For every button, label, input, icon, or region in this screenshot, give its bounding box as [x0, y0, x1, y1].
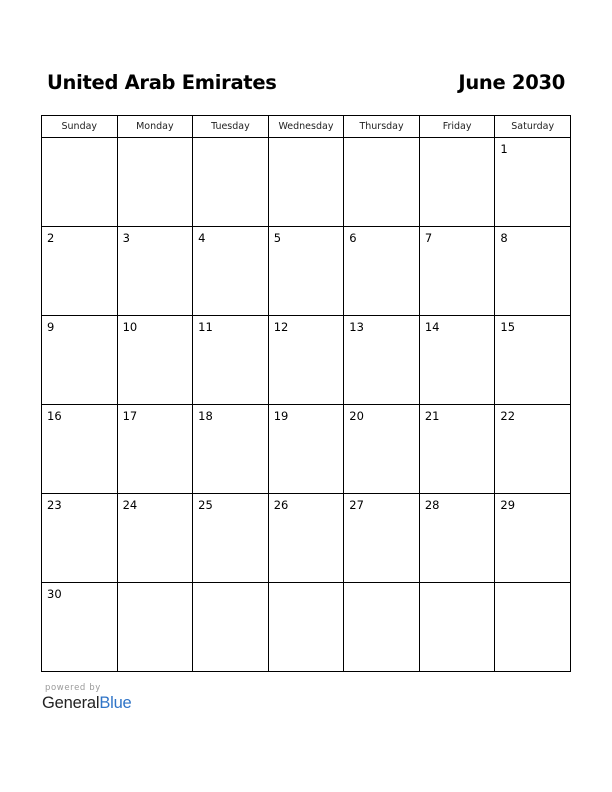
day-cell: [193, 583, 269, 672]
day-number: 20: [349, 409, 364, 423]
day-cell: [117, 227, 193, 316]
calendar-month-title: June 2030: [458, 71, 565, 94]
day-number: 17: [122, 409, 138, 423]
day-number: [269, 583, 344, 587]
day-number: 14: [424, 320, 440, 334]
week-row-3: [42, 316, 571, 405]
day-cell: [193, 494, 269, 583]
week-row-1: [42, 138, 571, 227]
day-cell: [495, 227, 571, 316]
day-number: 22: [500, 409, 516, 423]
day-number: 24: [122, 498, 138, 512]
day-number: [42, 138, 117, 142]
weekday-friday: Friday: [419, 116, 495, 138]
day-cell: [42, 138, 118, 227]
day-cell: [268, 138, 344, 227]
day-number: 2: [47, 231, 55, 245]
day-number: 1: [500, 142, 508, 156]
day-number: [118, 138, 193, 142]
day-number: 23: [47, 498, 62, 512]
day-number: 18: [198, 409, 213, 423]
brand-general-text: General: [42, 694, 100, 712]
day-number: [420, 138, 495, 142]
day-number: 16: [47, 409, 62, 423]
day-cell: [268, 227, 344, 316]
day-cell: [344, 316, 420, 405]
day-cell: [344, 227, 420, 316]
day-cell: [268, 316, 344, 405]
week-row-2: [42, 227, 571, 316]
day-cell: [117, 405, 193, 494]
day-cell: [117, 316, 193, 405]
day-cell: [193, 138, 269, 227]
day-cell: [344, 405, 420, 494]
weekday-tuesday: Tuesday: [193, 116, 269, 138]
week-row-5: [42, 494, 571, 583]
day-number: 7: [424, 231, 433, 245]
day-number: 25: [198, 498, 213, 512]
day-cell: [42, 405, 118, 494]
day-cell: [42, 583, 118, 672]
day-number: [269, 138, 344, 142]
day-number: 28: [424, 498, 440, 512]
weekday-header-row: [42, 116, 571, 138]
day-number: 27: [349, 498, 364, 512]
day-cell: [117, 583, 193, 672]
day-cell: [117, 138, 193, 227]
day-number: [193, 583, 268, 587]
day-cell: [419, 316, 495, 405]
day-number: [344, 583, 419, 587]
day-cell: [193, 316, 269, 405]
day-number: [495, 583, 570, 587]
day-number: 26: [273, 498, 289, 512]
day-number: 19: [273, 409, 289, 423]
day-number: [193, 138, 268, 142]
day-cell: [419, 583, 495, 672]
day-number: 10: [122, 320, 138, 334]
day-cell: [42, 227, 118, 316]
day-number: 8: [500, 231, 508, 245]
day-cell: [495, 494, 571, 583]
day-cell: [495, 316, 571, 405]
brand-blue-text: Blue: [99, 694, 132, 712]
powered-by-label: powered by: [45, 683, 101, 693]
week-row-6: [42, 583, 571, 672]
day-cell: [193, 405, 269, 494]
day-number: 15: [500, 320, 516, 334]
day-cell: [42, 494, 118, 583]
day-number: [118, 583, 193, 587]
day-number: 30: [47, 587, 62, 601]
day-number: 21: [424, 409, 440, 423]
day-cell: [268, 405, 344, 494]
day-number: 6: [349, 231, 357, 245]
day-cell: [495, 138, 571, 227]
day-number: 13: [349, 320, 364, 334]
day-cell: [117, 494, 193, 583]
day-number: [344, 138, 419, 142]
day-number: 29: [500, 498, 516, 512]
day-cell: [419, 227, 495, 316]
day-cell: [344, 138, 420, 227]
day-cell: [419, 494, 495, 583]
day-cell: [42, 316, 118, 405]
weekday-sunday: Sunday: [42, 116, 118, 138]
day-cell: [419, 138, 495, 227]
weekday-monday: Monday: [117, 116, 193, 138]
day-cell: [495, 405, 571, 494]
day-number: 12: [273, 320, 289, 334]
day-number: 3: [122, 231, 130, 245]
day-cell: [268, 583, 344, 672]
day-number: 4: [198, 231, 206, 245]
generalblue-logo: [42, 694, 132, 713]
day-cell: [344, 583, 420, 672]
weekday-wednesday: Wednesday: [268, 116, 344, 138]
day-number: 9: [47, 320, 55, 334]
week-row-4: [42, 405, 571, 494]
weekday-thursday: Thursday: [344, 116, 420, 138]
calendar-grid: [41, 115, 571, 672]
calendar-country-title: United Arab Emirates: [47, 71, 277, 94]
weekday-saturday: Saturday: [495, 116, 571, 138]
day-number: 5: [273, 231, 282, 245]
day-cell: [344, 494, 420, 583]
day-number: 11: [198, 320, 213, 334]
day-cell: [193, 227, 269, 316]
day-cell: [419, 405, 495, 494]
day-cell: [495, 583, 571, 672]
day-cell: [268, 494, 344, 583]
day-number: [420, 583, 495, 587]
